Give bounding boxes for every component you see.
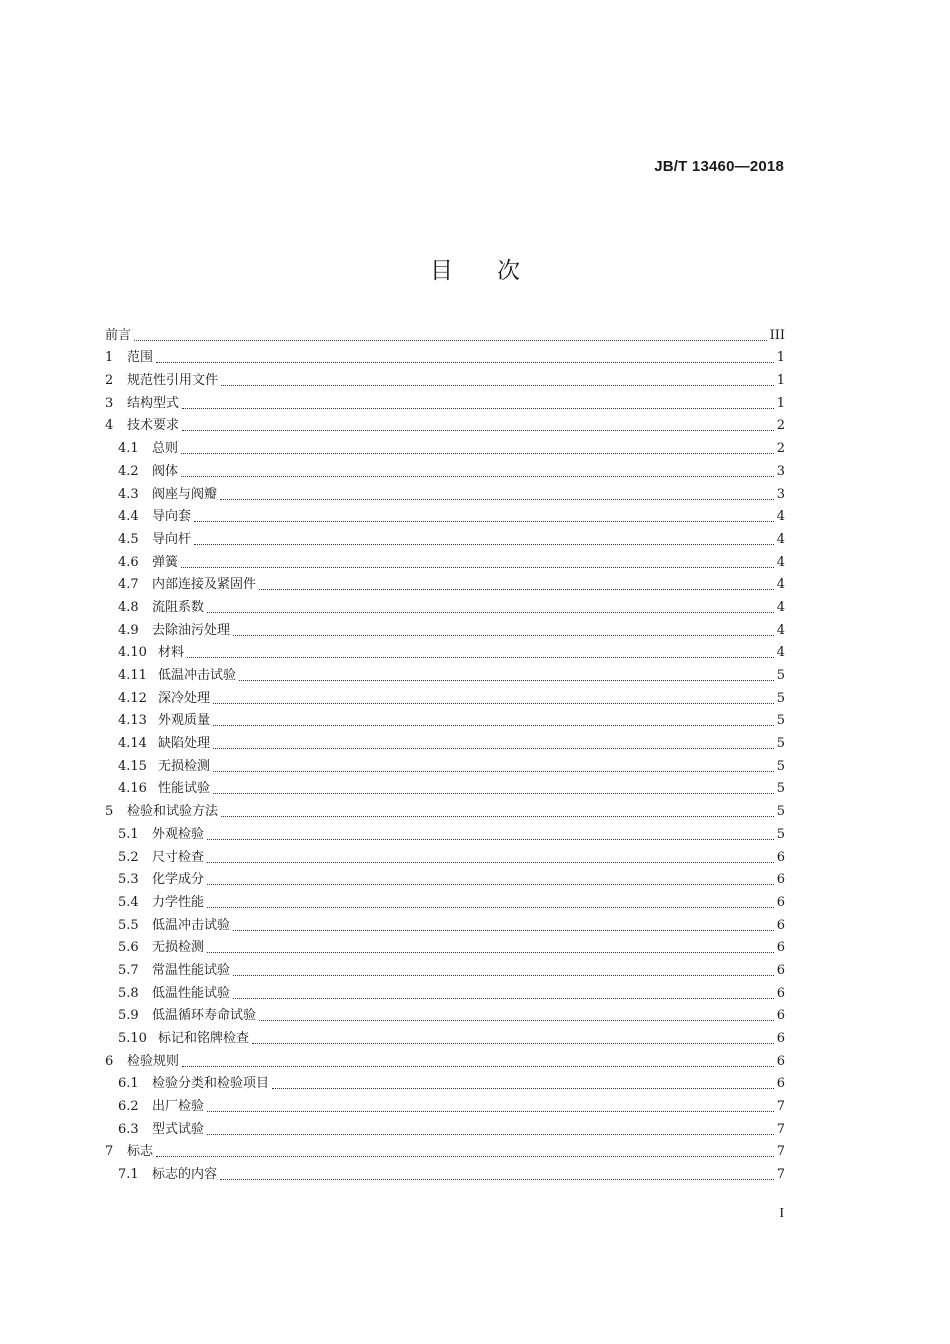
toc-entry[interactable]: [105, 821, 785, 844]
toc-entry-page: 3: [776, 486, 785, 502]
toc-entry-page: 1: [776, 373, 785, 389]
toc-entry[interactable]: [105, 481, 785, 504]
toc-entry-label: 低温冲击试验: [158, 668, 237, 683]
toc-entry-label: 材料: [158, 645, 185, 661]
toc-entry-label: 标志: [127, 1144, 154, 1160]
toc-entry-page: 6: [776, 985, 785, 1001]
dot-leader: [233, 974, 774, 976]
toc-entry-page: 6: [776, 1008, 785, 1024]
toc-entry-label: 前言: [105, 327, 132, 343]
toc-entry-page: 7: [776, 1099, 785, 1115]
toc-entry-number: 4.11: [118, 668, 147, 683]
toc-entry-label: 型式试验: [152, 1121, 205, 1137]
toc-entry[interactable]: [105, 435, 785, 458]
toc-entry-number: 4.15: [118, 758, 147, 774]
toc-entry-label: 化学成分: [152, 872, 205, 888]
toc-entry-page: 5: [776, 781, 785, 797]
toc-entry[interactable]: [105, 640, 785, 663]
dot-leader: [233, 997, 774, 999]
toc-entry[interactable]: [105, 1093, 785, 1116]
dot-leader: [194, 543, 774, 545]
toc-entry-label: 流阻系数: [152, 599, 205, 615]
toc-entry-page: 4: [776, 509, 785, 525]
toc-entry[interactable]: [105, 867, 785, 890]
toc-entry[interactable]: [105, 572, 785, 595]
toc-entry[interactable]: [105, 844, 785, 867]
toc-entry-page: 6: [776, 1053, 785, 1069]
toc-entry-page: 5: [776, 804, 785, 820]
toc-entry-page: 6: [776, 917, 785, 933]
dot-leader: [233, 929, 774, 931]
toc-entry-label: 导向套: [152, 509, 192, 525]
toc-entry[interactable]: [105, 1116, 785, 1139]
toc-entry[interactable]: [105, 345, 785, 368]
toc-entry-label: 标志的内容: [152, 1167, 218, 1183]
toc-entry-number: 5.7: [118, 962, 139, 978]
toc-entry-number: 4.14: [118, 736, 147, 752]
toc-entry-label: 范围: [127, 350, 154, 366]
toc-entry[interactable]: [105, 526, 785, 549]
toc-entry-page: 1: [776, 395, 785, 411]
dot-leader: [221, 384, 774, 386]
toc-entry-page: 6: [776, 962, 785, 978]
dot-leader: [156, 1155, 774, 1157]
toc-entry-number: 5: [105, 804, 114, 820]
toc-entry[interactable]: [105, 458, 785, 481]
toc-entry-label: 导向杆: [152, 531, 192, 547]
dot-leader: [252, 1042, 774, 1044]
toc-entry[interactable]: [105, 617, 785, 640]
toc-entry-page: 4: [776, 645, 785, 661]
toc-entry[interactable]: [105, 912, 785, 935]
toc-entry[interactable]: [105, 753, 785, 776]
toc-entry-number: 5.8: [118, 985, 139, 1001]
dot-leader: [182, 429, 774, 431]
toc-entry-page: 4: [776, 554, 785, 570]
toc-entry-page: 6: [776, 940, 785, 956]
toc-entry-number: 5.4: [118, 894, 139, 910]
toc-entry-page: 5: [776, 826, 785, 842]
toc-entry-page: III: [769, 327, 785, 343]
toc-entry[interactable]: [105, 980, 785, 1003]
toc-entry-label: 低温循环寿命试验: [152, 1008, 257, 1024]
toc-entry-number: 6: [105, 1053, 114, 1069]
toc-entry[interactable]: [105, 594, 785, 617]
toc-entry[interactable]: [105, 935, 785, 958]
toc-entry-label: 去除油污处理: [152, 622, 231, 638]
toc-entry-number: 4.6: [118, 554, 139, 570]
toc-entry[interactable]: [105, 367, 785, 390]
toc-entry-page: 5: [776, 690, 785, 706]
toc-entry-label: 低温性能试验: [152, 985, 231, 1001]
toc-entry-number: 4.5: [118, 531, 139, 547]
toc-entry-page: 4: [776, 577, 785, 593]
toc-entry-label: 检验分类和检验项目: [152, 1076, 270, 1092]
toc-entry-number: 7.1: [118, 1167, 139, 1183]
toc-entry-number: 4.16: [118, 781, 147, 797]
toc-entry[interactable]: [105, 322, 785, 345]
toc-entry-page: 4: [776, 599, 785, 615]
toc-entry-page: 4: [776, 531, 785, 547]
toc-entry[interactable]: [105, 1139, 785, 1162]
dot-leader: [156, 361, 774, 363]
toc-entry-page: 1: [776, 350, 785, 366]
toc-entry-number: 5.10: [118, 1031, 147, 1046]
toc-entry-page: 7: [776, 1121, 785, 1137]
toc-entry-label: 检验和试验方法: [127, 804, 219, 820]
dot-leader: [272, 1087, 774, 1089]
toc-entry[interactable]: [105, 776, 785, 799]
dot-leader: [221, 815, 774, 817]
toc-entry-number: 5.6: [118, 940, 139, 956]
toc-entry-number: 5.2: [118, 849, 139, 865]
toc-entry[interactable]: [105, 1048, 785, 1071]
toc-entry-page: 5: [776, 758, 785, 774]
dot-leader: [239, 679, 774, 681]
toc-entry[interactable]: [105, 662, 785, 685]
dot-leader: [213, 702, 774, 704]
toc-entry-label: 无损检测: [158, 758, 211, 774]
toc-entry-page: 6: [776, 872, 785, 888]
toc-entry-page: 2: [776, 441, 785, 457]
dot-leader: [207, 1133, 774, 1135]
toc-entry-page: 2: [776, 418, 785, 434]
dot-leader: [220, 498, 774, 500]
toc-entry-label: 缺陷处理: [158, 736, 211, 752]
toc-entry-page: 6: [776, 1031, 785, 1046]
toc-entry-page: 6: [776, 1076, 785, 1092]
toc-entry[interactable]: [105, 730, 785, 753]
toc-entry[interactable]: [105, 504, 785, 527]
dot-leader: [233, 634, 774, 636]
dot-leader: [134, 339, 767, 341]
toc-entry-label: 性能试验: [158, 781, 211, 797]
toc-entry[interactable]: [105, 1071, 785, 1094]
dot-leader: [181, 566, 774, 568]
toc-entry[interactable]: [105, 708, 785, 731]
page-number: I: [779, 1206, 784, 1221]
toc-entry-label: 总则: [152, 441, 179, 457]
toc-entry[interactable]: [105, 549, 785, 572]
dot-leader: [207, 838, 774, 840]
toc-entry-page: 5: [776, 668, 785, 683]
toc-entry-page: 6: [776, 849, 785, 865]
toc-entry-page: 7: [776, 1144, 785, 1160]
toc-entry-label: 检验规则: [127, 1053, 180, 1069]
toc-entry-label: 无损检测: [152, 940, 205, 956]
dot-leader: [207, 1110, 774, 1112]
toc-entry-page: 5: [776, 713, 785, 729]
toc-entry[interactable]: [105, 390, 785, 413]
toc-entry-label: 外观质量: [158, 713, 211, 729]
toc-entry-number: 5.5: [118, 917, 139, 933]
toc-entry-label: 出厂检验: [152, 1099, 205, 1115]
toc-entry-number: 4.2: [118, 463, 139, 479]
toc-entry[interactable]: [105, 1003, 785, 1026]
toc-entry-label: 低温冲击试验: [152, 917, 231, 933]
dot-leader: [207, 861, 774, 863]
toc-entry-page: 3: [776, 463, 785, 479]
toc-entry[interactable]: [105, 798, 785, 821]
toc-entry-number: 4.1: [118, 441, 139, 457]
dot-leader: [207, 611, 774, 613]
toc-entry-page: 6: [776, 894, 785, 910]
dot-leader: [213, 792, 774, 794]
dot-leader: [181, 452, 774, 454]
toc-entry-label: 结构型式: [127, 395, 180, 411]
dot-leader: [213, 770, 774, 772]
toc-entry-number: 4.4: [118, 509, 139, 525]
dot-leader: [182, 407, 774, 409]
standard-code: JB/T 13460—2018: [654, 158, 784, 175]
toc-entry-number: 4.9: [118, 622, 139, 638]
toc-entry-page: 5: [776, 736, 785, 752]
toc-entry-label: 尺寸检查: [152, 849, 205, 865]
toc-entry[interactable]: [105, 685, 785, 708]
toc-entry-label: 规范性引用文件: [127, 373, 219, 389]
toc-entry-label: 内部连接及紧固件: [152, 577, 257, 593]
toc-entry[interactable]: [105, 1025, 785, 1048]
dot-leader: [181, 475, 774, 477]
toc-entry-number: 4.8: [118, 599, 139, 615]
toc-entry-label: 技术要求: [127, 418, 180, 434]
toc-entry-label: 深冷处理: [158, 690, 211, 706]
toc-entry-label: 外观检验: [152, 826, 205, 842]
toc-entry-number: 5.3: [118, 872, 139, 888]
toc-entry-label: 阀座与阀瓣: [152, 486, 218, 502]
toc-entry-number: 6.2: [118, 1099, 139, 1115]
toc-entry-number: 7: [105, 1144, 114, 1160]
dot-leader: [220, 1178, 774, 1180]
toc-entry-number: 4.12: [118, 690, 147, 706]
toc-entry-number: 2: [105, 373, 114, 389]
toc-entry-number: 4.3: [118, 486, 139, 502]
toc-entry-number: 3: [105, 395, 114, 411]
toc-entry-label: 阀体: [152, 463, 179, 479]
toc-entry-page: 7: [776, 1167, 785, 1183]
page-title: 目次: [430, 258, 564, 284]
toc-entry-number: 6.3: [118, 1121, 139, 1137]
toc-entry-number: 4: [105, 418, 114, 434]
toc-entry-number: 1: [105, 350, 114, 366]
toc-entry-label: 常温性能试验: [152, 962, 231, 978]
dot-leader: [182, 1065, 774, 1067]
toc-entry-number: 4.7: [118, 577, 139, 593]
toc-entry-label: 标记和铭牌检查: [158, 1031, 250, 1046]
toc-entry-page: 4: [776, 622, 785, 638]
toc-entry-number: 4.10: [118, 645, 147, 661]
toc-entry-number: 6.1: [118, 1076, 139, 1092]
toc-entry-label: 力学性能: [152, 894, 205, 910]
toc-entry-label: 弹簧: [152, 554, 179, 570]
dot-leader: [187, 656, 774, 658]
dot-leader: [213, 747, 774, 749]
toc-entry[interactable]: [105, 889, 785, 912]
toc-entry[interactable]: [105, 957, 785, 980]
toc-entry-number: 4.13: [118, 713, 147, 729]
dot-leader: [207, 883, 774, 885]
toc-entry-number: 5.9: [118, 1008, 139, 1024]
toc-entry-number: 5.1: [118, 826, 139, 842]
dot-leader: [259, 1019, 774, 1021]
dot-leader: [207, 951, 774, 953]
toc-entry[interactable]: [105, 413, 785, 436]
toc-entry[interactable]: [105, 1161, 785, 1184]
table-of-contents: [105, 322, 785, 1184]
dot-leader: [259, 588, 774, 590]
dot-leader: [213, 724, 774, 726]
dot-leader: [194, 520, 774, 522]
dot-leader: [207, 906, 774, 908]
